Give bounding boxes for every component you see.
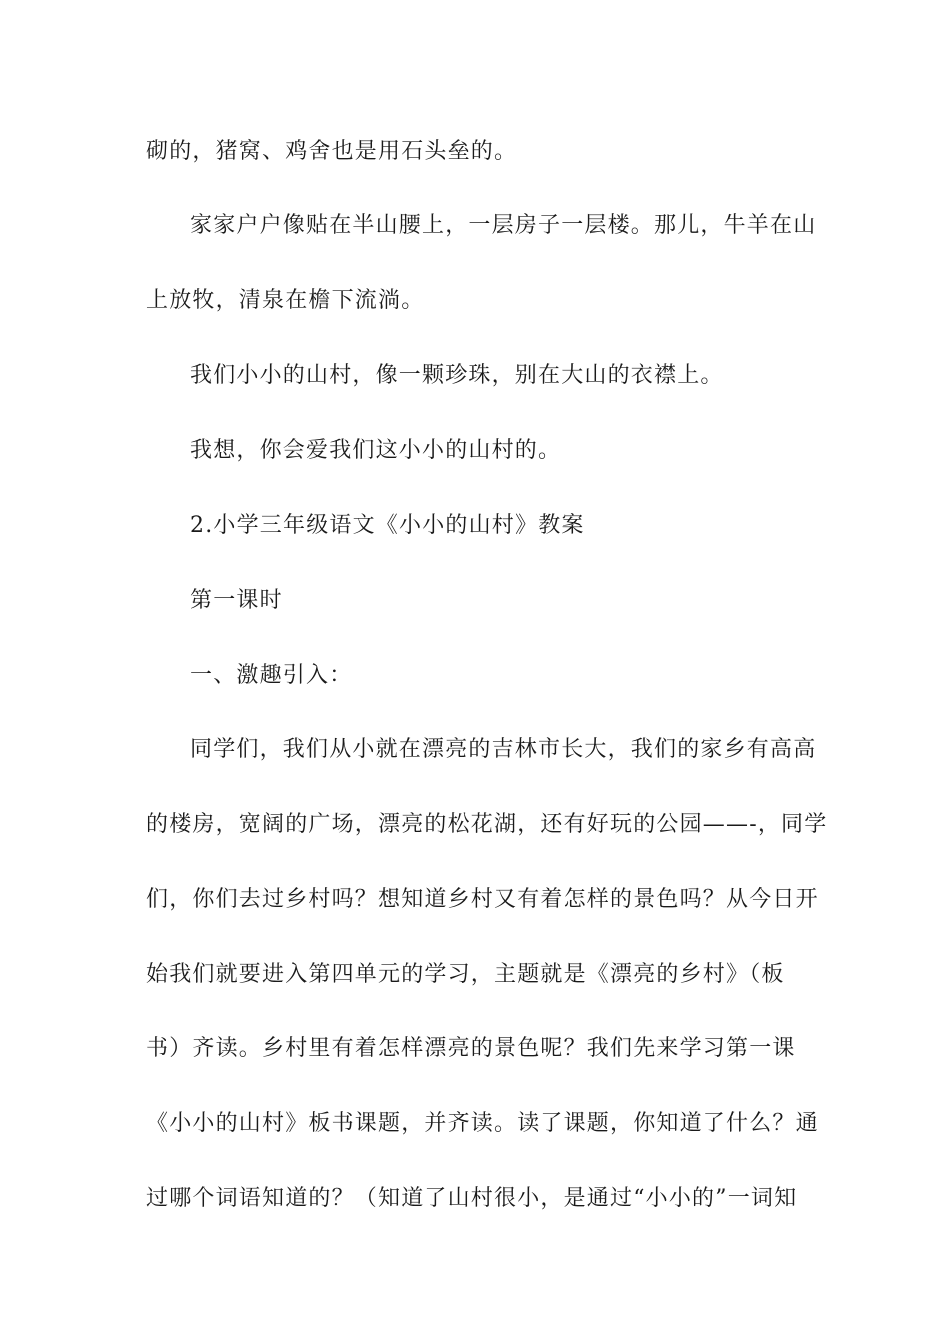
paragraph-start-line: 家家户户像贴在半山腰上，一层房子一层楼。那儿，牛羊在山 bbox=[190, 213, 817, 238]
text-line: 砌的，猪窝、鸡舍也是用石头垒的。 bbox=[146, 139, 518, 164]
section-heading: 2.小学三年级语文《小小的山村》教案 bbox=[190, 513, 585, 538]
text-line: 上放牧，清泉在檐下流淌。 bbox=[146, 288, 425, 313]
paragraph-start-line: 我想，你会爱我们这小小的山村的。 bbox=[190, 438, 562, 463]
paragraph-start-line: 同学们，我们从小就在漂亮的吉林市长大，我们的家乡有高高 bbox=[190, 737, 817, 762]
lesson-heading: 第一课时 bbox=[190, 588, 283, 613]
text-line: 过哪个词语知道的？（知道了山村很小，是通过“小小的”一词知 bbox=[146, 1186, 798, 1211]
text-line: 《小小的山村》板书课题，并齐读。读了课题，你知道了什么？通 bbox=[146, 1111, 819, 1136]
text-line: 始我们就要进入第四单元的学习，主题就是《漂亮的乡村》（板 bbox=[146, 962, 785, 987]
step-heading: 一、激趣引入： bbox=[190, 663, 353, 688]
paragraph-start-line: 我们小小的山村，像一颗珍珠，别在大山的衣襟上。 bbox=[190, 363, 724, 388]
text-line: 们，你们去过乡村吗？想知道乡村又有着怎样的景色吗？从今日开 bbox=[146, 887, 819, 912]
text-line: 的楼房，宽阔的广场，漂亮的松花湖，还有好玩的公园——-，同学 bbox=[146, 812, 828, 837]
text-line: 书）齐读。乡村里有着怎样漂亮的景色呢？我们先来学习第一课 bbox=[146, 1036, 796, 1061]
